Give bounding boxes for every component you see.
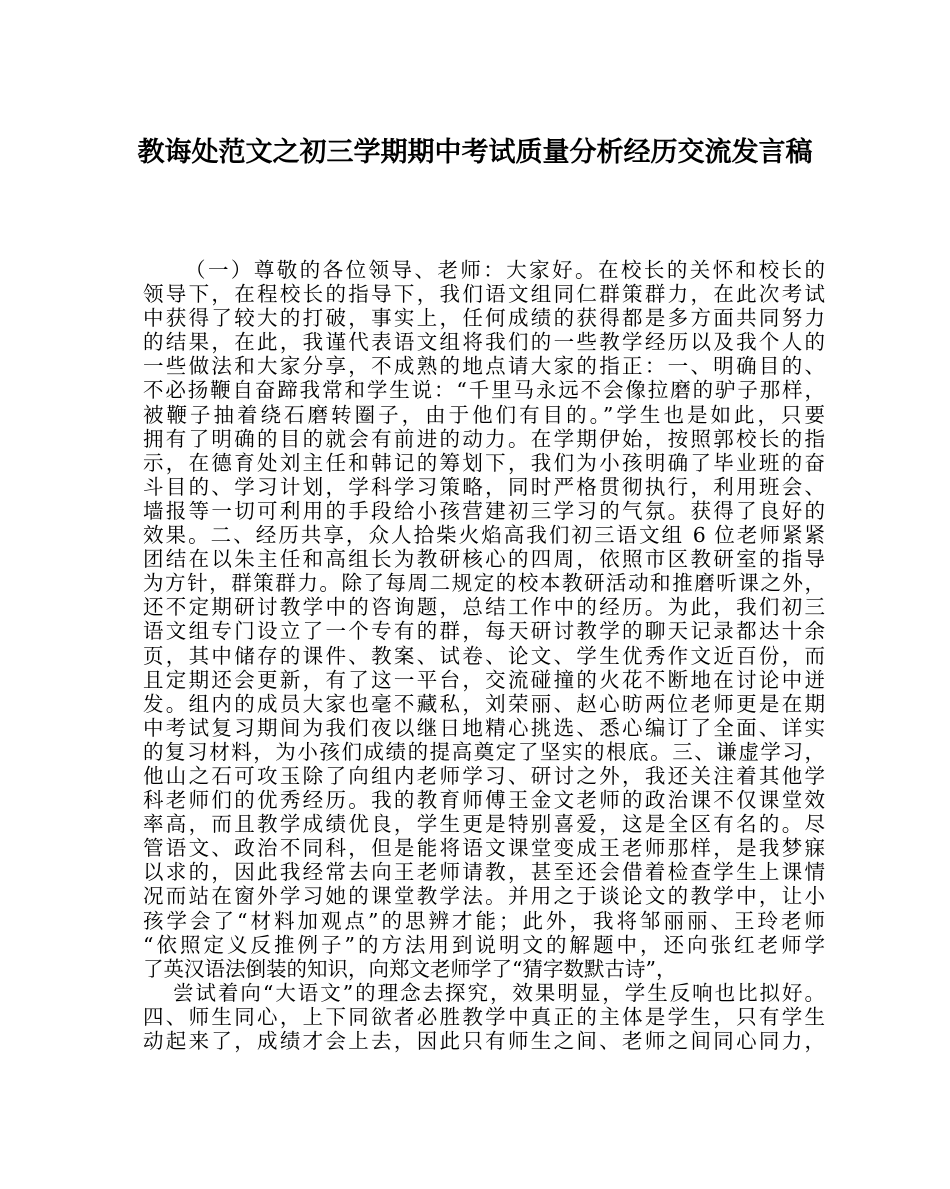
paragraph-line: 一些做法和大家分享，不成熟的地点请大家的指正：一、明确目的、 [143,354,825,379]
paragraph-line: 动起来了，成绩才会上去，因此只有师生之间、老师之间同心同力， [143,1029,825,1053]
paragraph-line: 为方针，群策群力。除了每周二规定的校本教研活动和推磨听课之外， [143,571,825,596]
paragraph-line: 不必扬鞭自奋蹄我常和学生说：“千里马永远不会像拉磨的驴子那样， [143,378,825,403]
paragraph-line: 团结在以朱主任和高组长为教研核心的四周，依照市区教研室的指导 [143,547,825,572]
paragraph-line: 被鞭子抽着绕石磨转圈子，由于他们有目的。”学生也是如此，只要 [143,402,825,427]
paragraph-line: 拥有了明确的目的就会有前进的动力。在学期伊始，按照郭校长的指 [143,426,825,451]
paragraph-line: 率高，而且教学成绩优良，学生更是特别喜爱，这是全区有名的。尽 [143,812,825,837]
paragraph-line: 他山之石可攻玉除了向组内老师学习、研讨之外，我还关注着其他学 [143,763,825,788]
paragraph-line: 语文组专门设立了一个专有的群，每天研讨教学的聊天记录都达十余 [143,619,825,644]
paragraph-line: 科老师们的优秀经历。我的教育师傅王金文老师的政治课不仅课堂效 [143,788,825,813]
paragraph-line: 且定期还会更新，有了这一平台，交流碰撞的火花不断地在讨论中迸 [143,667,825,692]
paragraph-line: （一）尊敬的各位领导、老师：大家好。在校长的关怀和校长的 [185,258,825,282]
paragraph-line: 孩学会了“材料加观点”的思辨才能；此外，我将邹丽丽、王玲老师 [143,908,825,933]
document-body [143,258,825,1053]
paragraph-line: 斗目的、学习计划，学科学习策略，同时严格贯彻执行，利用班会、 [143,474,825,499]
paragraph-line: 的复习材料，为小孩们成绩的提高奠定了坚实的根底。三、谦虚学习， [143,739,825,764]
paragraph-line: 况而站在窗外学习她的课堂教学法。并用之于谈论文的教学中，让小 [143,884,825,909]
paragraph-line: 尝试着向“大语文”的理念去探究，效果明显，学生反响也比拟好。 [173,980,825,1005]
paragraph-line: 管语文、政治不同科，但是能将语文课堂变成王老师那样，是我梦寐 [143,836,825,861]
paragraph-line: 中考试复习期间为我们夜以继日地精心挑选、悉心编订了全面、详实 [143,715,825,740]
paragraph-line: 四、师生同心，上下同欲者必胜教学中真正的主体是学生，只有学生 [143,1004,825,1029]
paragraph-line: 还不定期研讨教学中的咨询题，总结工作中的经历。为此，我们初三 [143,595,825,620]
paragraph-line: 中获得了较大的打破，事实上，任何成绩的获得都是多方面共同努力 [143,306,825,331]
paragraph-line: 示，在德育处刘主任和韩记的筹划下，我们为小孩明确了毕业班的奋 [143,450,825,475]
paragraph-line: 发。组内的成员大家也毫不藏私，刘荣丽、赵心昉两位老师更是在期 [143,691,825,716]
paragraph-line: 了英汉语法倒装的知识，向郑文老师学了“猜字数默古诗”， [143,956,677,981]
paragraph-line: 墙报等一切可利用的手段给小孩营建初三学习的气氛。获得了良好的 [143,498,825,523]
document-title: 教诲处范文之初三学期期中考试质量分析经历交流发言稿 [137,137,813,168]
paragraph-line: 以求的，因此我经常去向王老师请教，甚至还会借着检查学生上课情 [143,860,825,885]
paragraph-line: 领导下，在程校长的指导下，我们语文组同仁群策群力，在此次考试 [143,282,825,307]
paragraph-line: 的结果，在此，我谨代表语文组将我们的一些教学经历以及我个人的 [143,330,825,355]
paragraph-line: 页，其中储存的课件、教案、试卷、论文、学生优秀作文近百份，而 [143,643,825,668]
paragraph-line: “依照定义反推例子”的方法用到说明文的解题中，还向张红老师学 [143,932,825,957]
paragraph-line: 效果。二、经历共享，众人拾柴火焰高我们初三语文组 6 位老师紧紧 [143,523,825,548]
